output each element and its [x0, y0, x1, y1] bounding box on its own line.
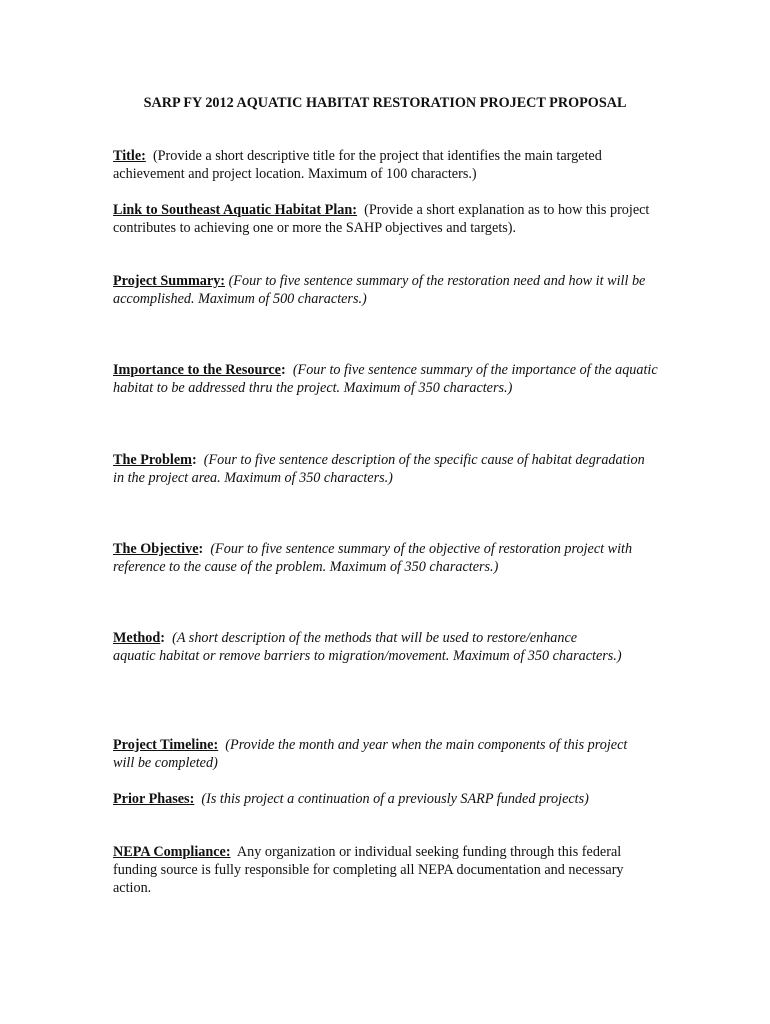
section-objective: [113, 540, 653, 576]
section-label: Project Timeline:: [113, 737, 219, 753]
section-label: Importance to the Resource: [113, 362, 281, 378]
section-project-timeline: [113, 736, 633, 772]
section-nepa-compliance: [113, 843, 653, 897]
section-label: Prior Phases:: [113, 791, 195, 807]
section-description: (Provide a short descriptive title for the project that identifies the main targeted achievement and project location. Maximum of 100 characters.): [113, 148, 602, 182]
section-title: [113, 147, 653, 183]
section-label: Title:: [113, 148, 146, 164]
section-label-colon: :: [280, 362, 286, 378]
section-description: (Is this project a continuation of a previously SARP funded projects): [201, 791, 589, 807]
section-label-colon: :: [198, 541, 204, 557]
section-description: Any organization or individual seeking funding through this federal funding source is fully responsible for completing all NEPA documentation and necessary action.: [113, 844, 624, 896]
section-description: (Four to five sentence summary of the restoration need and how it will be accomplished. Maximum of 500 characters.): [113, 273, 646, 307]
section-label: The Objective: [113, 541, 199, 557]
section-method: [113, 629, 623, 665]
section-label: The Problem: [113, 452, 192, 468]
section-prior-phases: [113, 790, 653, 808]
section-label: Link to Southeast Aquatic Habitat Plan:: [113, 202, 357, 218]
section-description: (Four to five sentence description of the specific cause of habitat degradation in the project area. Maximum of 350 characters.): [113, 452, 645, 486]
section-label: Method: [113, 630, 161, 646]
section-description: (Provide the month and year when the main components of this project will be completed): [113, 737, 628, 771]
section-link-to-sahp: [113, 201, 653, 237]
section-label-colon: :: [160, 630, 166, 646]
section-importance: [113, 361, 658, 397]
section-project-summary: [113, 272, 653, 308]
section-description: (Provide a short explanation as to how this project contributes to achieving one or more the SAHP objectives and targets).: [113, 202, 650, 236]
section-label: NEPA Compliance:: [113, 844, 231, 860]
section-description: (Four to five sentence summary of the importance of the aquatic habitat to be addressed thru the project. Maximum of 350 characters.): [113, 362, 658, 396]
section-label-colon: :: [191, 452, 197, 468]
document-title: SARP FY 2012 AQUATIC HABITAT RESTORATION PROJECT PROPOSAL: [143, 95, 627, 111]
section-label: Project Summary:: [113, 273, 226, 289]
section-description: (Four to five sentence summary of the objective of restoration project with reference to the cause of the problem. Maximum of 350 characters.): [113, 541, 633, 575]
section-problem: [113, 451, 653, 487]
section-description: (A short description of the methods that will be used to restore/enhance aquatic habitat or remove barriers to migration/movement. Maximum of 350 characters.): [113, 630, 622, 664]
